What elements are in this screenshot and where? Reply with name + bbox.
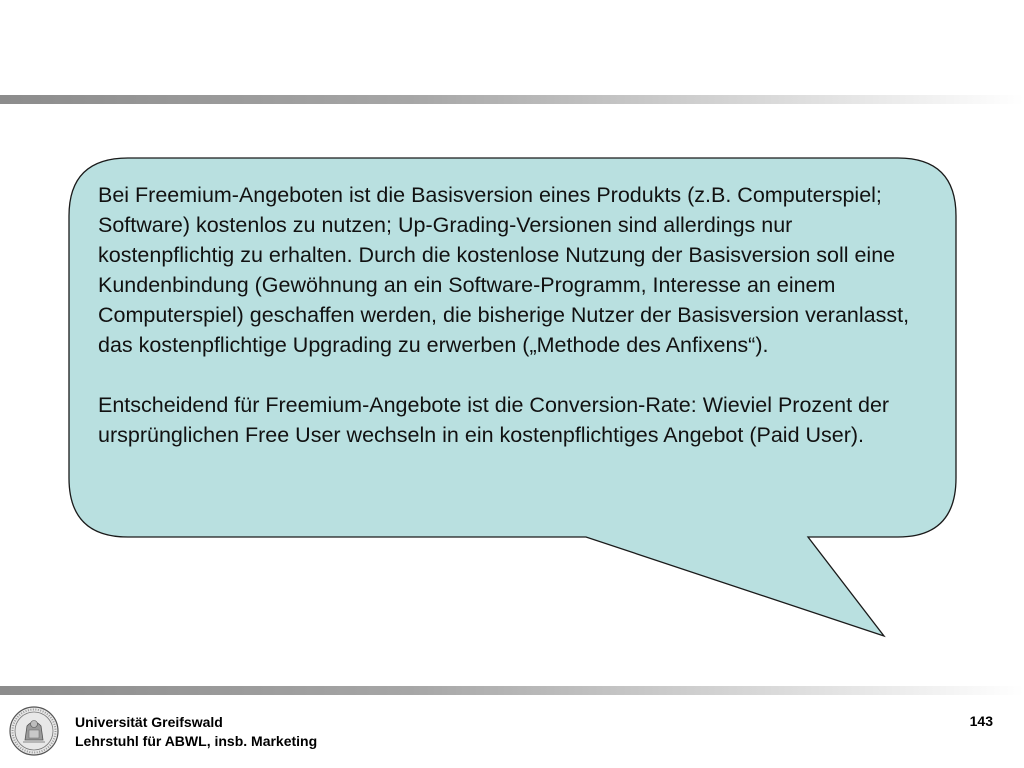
- university-seal-icon: [9, 706, 59, 756]
- bubble-paragraph-1: Bei Freemium-Angeboten ist die Basisversion eines Produkts (z.B. Computerspiel; Software) kostenlos zu nutzen; Up-Grading-Versionen sind allerdings nur kostenpflichtig zu erhalten. Durch die kostenlose Nutzung der Basisversion soll eine Kundenbindung (Gewöhnung an ein Software-Programm, Interesse an einem Computerspiel) geschaffen werden, die bisherige Nutzer der Basisversion veranlasst, das kostenpflichtige Upgrading zu erwerben („Methode des Anfixens“).: [98, 183, 910, 357]
- footer-institution: [75, 713, 317, 751]
- page-number: 143: [969, 713, 993, 729]
- bubble-paragraph-2: Entscheidend für Freemium-Angebote ist die Conversion-Rate: Wieviel Prozent der ursprünglichen Free User wechseln in ein kostenpflichtiges Angebot (Paid User).: [98, 393, 890, 447]
- footer-university: Universität Greifswald: [75, 714, 223, 730]
- bottom-divider: [0, 686, 1024, 695]
- footer-chair: Lehrstuhl für ABWL, insb. Marketing: [75, 733, 318, 749]
- speech-bubble-text: [98, 180, 928, 450]
